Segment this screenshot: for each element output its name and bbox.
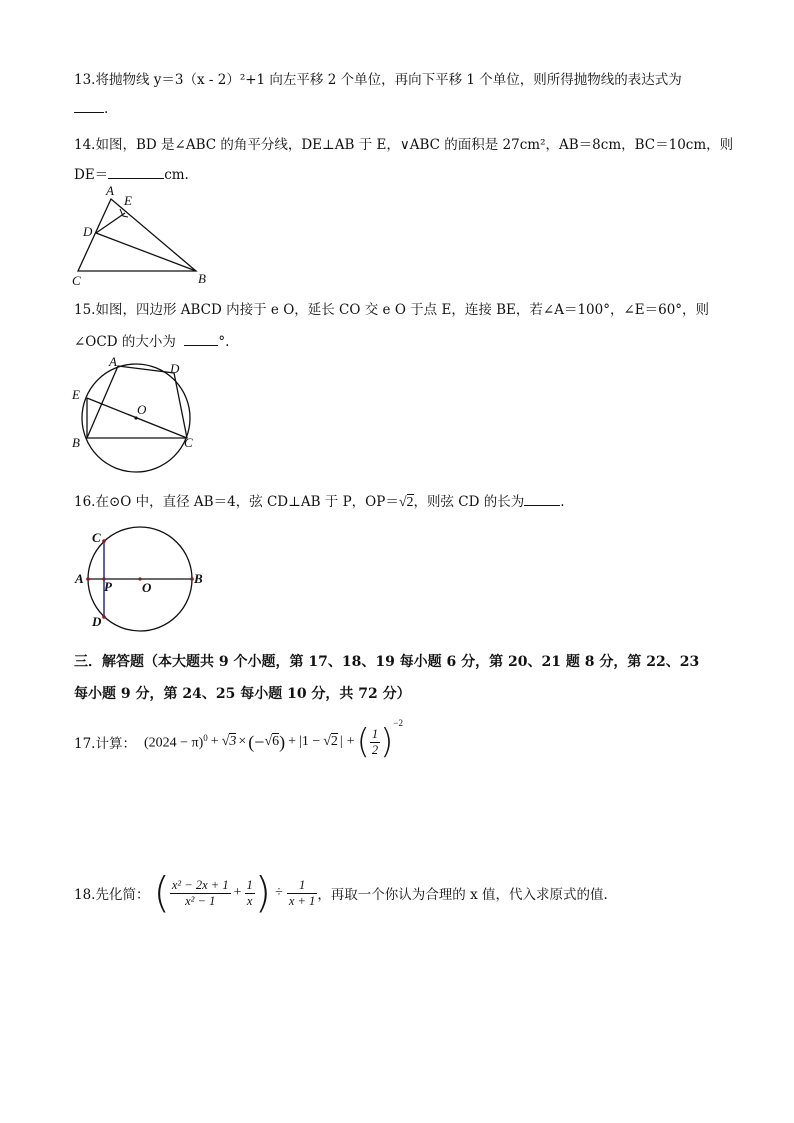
q14-unit: cm. [164, 167, 189, 183]
q16-line [74, 490, 565, 511]
label-p: P [104, 579, 112, 594]
q18-line: 18.先化简： ( $\frac{\text{x² − 2x + 1}}{\text{x² − 1}}$ + $\frac{1}{x}$ ) ÷ $\frac{1}{x + 1}$ ，再取一个你认为合理的 x 值，代入求原式的值. [74, 868, 608, 917]
point-d-dot [102, 615, 106, 619]
q17-sqrt2: √2 [323, 734, 338, 749]
label-a: A [109, 354, 117, 369]
q17-line: 17.计算： $(2024 - \pi)^0$ + √3 × (− √6 ) + |1 − √2 | + ( $\frac{1}{2}$ ) $^{-2}$ [74, 718, 403, 762]
q17-paren-open: (− [248, 731, 265, 752]
q16-circle-figure [70, 524, 210, 636]
q17-term1: $(2024 - \pi)^0$ [143, 732, 208, 751]
point-c-dot [102, 539, 106, 543]
q14-line1: 14.如图，BD 是∠ABC 的角平分线，DE⊥AB 于 E，∨ABC 的面积是 27cm²，AB＝8cm，BC＝10cm，则 [74, 137, 734, 153]
q16-sqrt-value: 2 [406, 495, 414, 510]
q16-answer-blank[interactable] [524, 505, 560, 506]
q17-plus3: + [346, 734, 355, 749]
label-b: B [198, 271, 206, 286]
q16-text-tail: ，则弦 CD 的长为 [413, 494, 525, 510]
label-c: C [72, 273, 81, 288]
label-e: E [72, 387, 80, 402]
q18-tail: ，再取一个你认为合理的 x 值，代入求原式的值. [317, 887, 608, 903]
label-o: O [137, 402, 147, 417]
point-a-dot [86, 577, 90, 581]
q17-times: × [238, 734, 247, 749]
q17-half-fraction: $\frac{1}{2}$ [371, 726, 379, 757]
q18-label: 18.先化简： [74, 887, 150, 903]
label-c: C [92, 530, 101, 545]
q13-line1: 13.将抛物线 y＝3（x - 2）²+1 向左平移 2 个单位，再向下平移 1 个单位，则所得抛物线的表达式为 [74, 72, 682, 88]
q17-plus2: + [288, 734, 297, 749]
label-a: A [106, 183, 114, 198]
q18-fraction3: $\frac{1}{x + 1}$ [288, 877, 316, 908]
q13-answer-blank[interactable] [74, 112, 104, 113]
label-d: D [92, 614, 102, 629]
q18-divide: ÷ [275, 885, 283, 900]
q14-answer-blank[interactable] [108, 178, 164, 179]
q16-sqrt: √2 [398, 495, 414, 510]
q16-period: . [560, 494, 565, 510]
label-b: B [194, 571, 203, 586]
triangle-abc [78, 199, 196, 271]
q16-text-head: 16.在⊙O 中，直径 AB＝4，弦 CD⊥AB 于 P，OP＝ [74, 494, 399, 510]
q18-fraction2: $\frac{1}{x}$ [246, 877, 253, 908]
q17-abs-close: | [339, 734, 343, 749]
label-c: C [184, 435, 193, 450]
segment-bd [96, 233, 196, 271]
q17-paren-close: ) [279, 731, 286, 752]
section3-title-line1: 三．解答题（本大题共 9 个小题，第 17、18、19 每小题 6 分，第 20、21 题 8 分，第 22、23 [74, 654, 700, 670]
q13-line2 [74, 101, 108, 117]
q15-angle-label: ∠OCD 的大小为 [74, 334, 176, 350]
q17-sqrt3: √3 [221, 734, 237, 749]
label-d: D [83, 224, 93, 239]
q15-line2 [74, 330, 229, 350]
label-a: A [75, 571, 84, 586]
q17-exponent: −2 [393, 718, 403, 728]
label-o: O [142, 580, 152, 595]
label-b: B [72, 435, 80, 450]
q15-answer-blank[interactable] [184, 345, 218, 346]
q14-line2 [74, 163, 189, 183]
q15-degree-unit: °. [218, 334, 230, 350]
q17-abs-open: |1 − [299, 734, 321, 749]
q17-sqrt6: √6 [264, 734, 280, 749]
q14-de-label: DE＝ [74, 167, 109, 183]
label-e: E [124, 193, 132, 208]
q13-period: . [104, 101, 109, 117]
label-d: D [170, 361, 180, 376]
q17-plus1: + [210, 734, 219, 749]
q17-label: 17.计算： [74, 736, 136, 752]
section3-title-line2: 每小题 9 分，第 24、25 每小题 10 分，共 72 分） [74, 686, 411, 702]
q14-triangle-figure [66, 183, 216, 289]
q15-line1: 15.如图，四边形 ABCD 内接于 e O，延长 CO 交 e O 于点 E，连接 BE，若∠A＝100°，∠E＝60°，则 [74, 302, 710, 318]
q15-circle-figure [66, 352, 206, 474]
q18-plus: + [233, 885, 242, 900]
q18-fraction1: $\frac{\text{x² − 2x + 1}}{\text{x² − 1}}$ [171, 877, 229, 908]
